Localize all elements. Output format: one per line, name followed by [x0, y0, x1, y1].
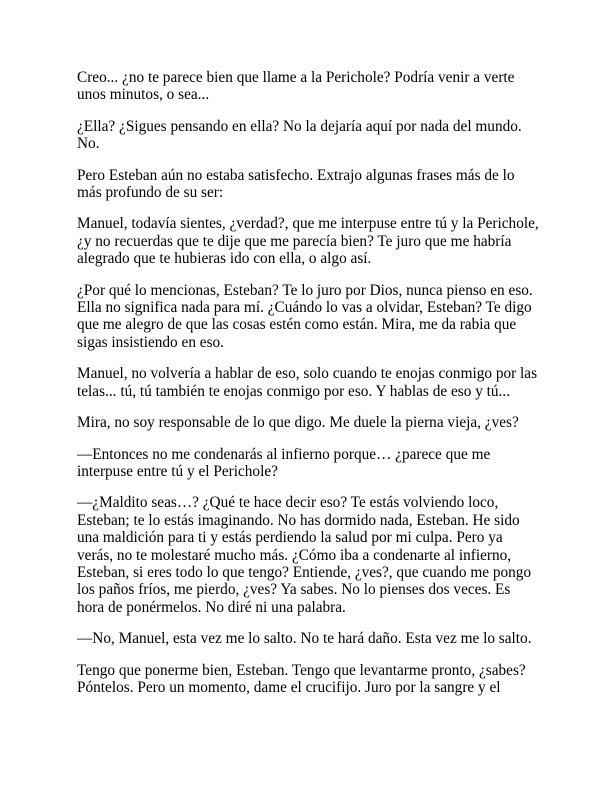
paragraph: Manuel, no volvería a hablar de eso, solo cuando te enojas conmigo por las telas... tú, tú también te enojas conmigo por eso. Y hablas de eso y tú... — [77, 365, 538, 400]
paragraph: Mira, no soy responsable de lo que digo. Me duele la pierna vieja, ¿ves? — [77, 414, 519, 432]
paragraph: —¿Maldito seas…? ¿Qué te hace decir eso? Te estás volviendo loco, Esteban; te lo estás imaginando. No has dormido nada, Esteban. He sido una maldición para ti y estás perdiendo la salud por mi culpa. Pero ya verás, no te molestaré mucho más. ¿Cómo iba a condenarte al infierno, Esteban, si eres todo lo que tengo? Entiende, ¿ves?, que cuando me pongo los paños fríos, me pierdo, ¿ves? Ya sabes. No lo pienses dos veces. Es hora de ponérmelos. No diré ni una palabra. — [77, 494, 532, 616]
document-page — [77, 69, 541, 710]
paragraph: ¿Por qué lo mencionas, Esteban? Te lo juro por Dios, nunca pienso en eso. Ella no significa nada para mí. ¿Cuándo lo vas a olvidar, Esteban? Te digo que me alegro de que las cosas estén como están. Mira, me da rabia que sigas insistiendo en eso. — [77, 281, 533, 351]
paragraph: Pero Esteban aún no estaba satisfecho. Extrajo algunas frases más de lo más profundo de su ser: — [77, 166, 515, 202]
paragraph: Creo... ¿no te parece bien que llame a la Perichole? Podría venir a verte unos minutos, o sea... — [77, 69, 515, 104]
paragraph: Manuel, todavía sientes, ¿verdad?, que me interpuse entre tú y la Perichole, ¿y no recuerdas que te dije que me parecía bien? Te juro que me habría alegrado que te hubieras ido con ella, o algo así. — [77, 215, 539, 268]
paragraph: —Entonces no me condenarás al infierno porque… ¿parece que me interpuse entre tú y el Perichole? — [77, 445, 491, 480]
paragraph: —No, Manuel, esta vez me lo salto. No te hará daño. Esta vez me lo salto. — [77, 630, 532, 648]
paragraph: ¿Ella? ¿Sigues pensando en ella? No la dejaría aquí por nada del mundo. No. — [77, 117, 522, 153]
paragraph: Tengo que ponerme bien, Esteban. Tengo que levantarme pronto, ¿sabes? Póntelos. Pero un momento, dame el crucifijo. Juro por la sangre y el — [77, 661, 526, 696]
